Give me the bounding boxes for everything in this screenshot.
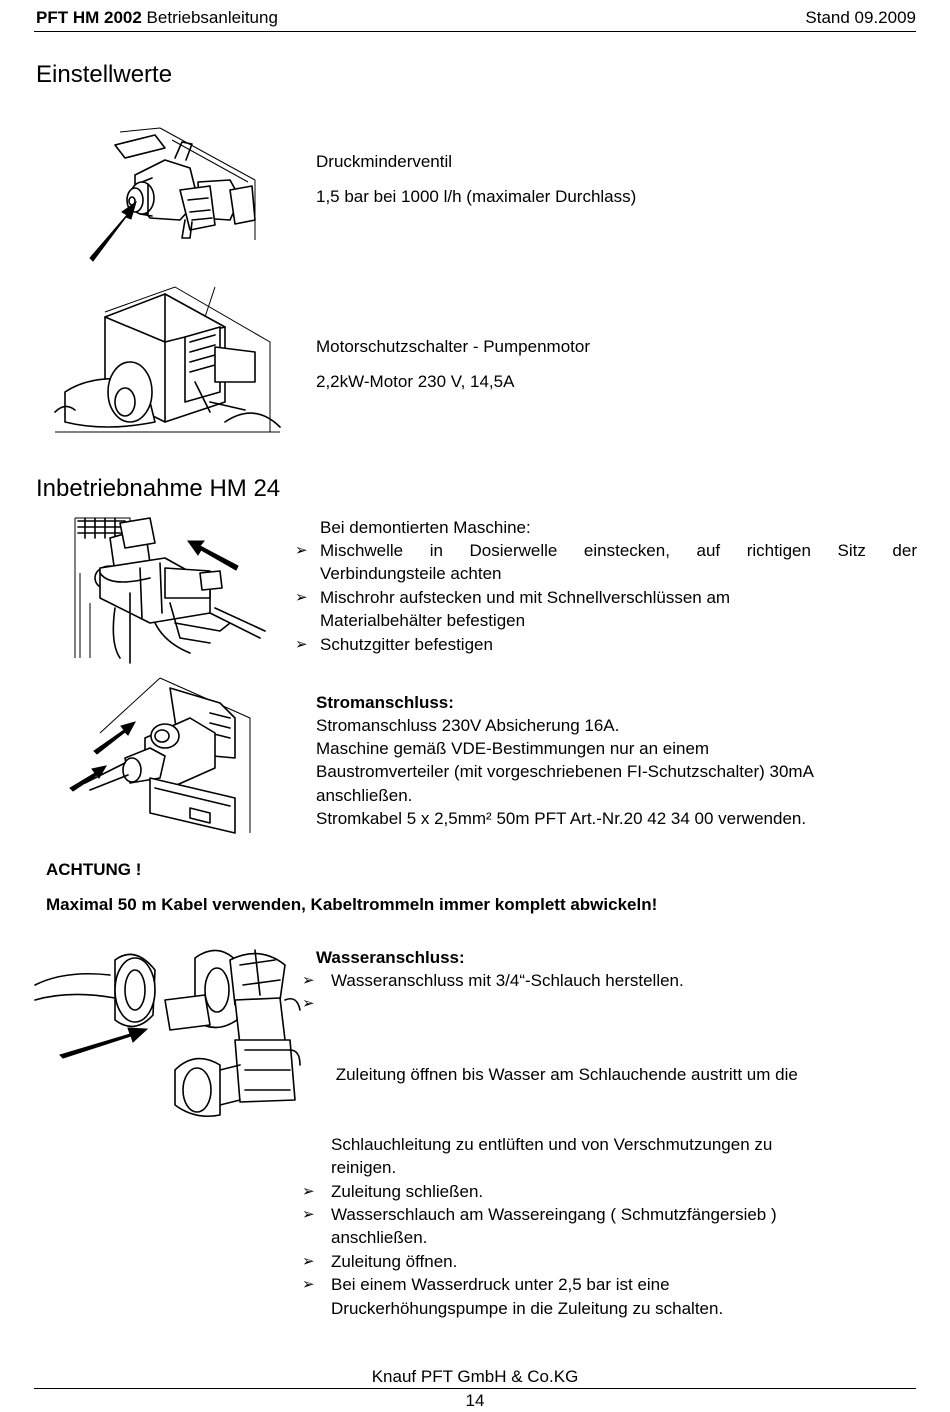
bullet-arrow-icon: ➢ xyxy=(302,1182,315,1200)
header-title xyxy=(36,8,278,28)
strom-title: Stromanschluss: xyxy=(316,693,454,712)
mixing-shaft-illustration xyxy=(70,513,280,663)
list-item xyxy=(302,992,917,1132)
bullet-arrow-icon: ➢ xyxy=(295,635,308,653)
list-item-continuation: Druckerhöhungspumpe in die Zuleitung zu schalten. xyxy=(331,1298,724,1318)
strom-line: anschließen. xyxy=(316,786,413,805)
motor-title: Motorschutzschalter - Pumpenmotor xyxy=(316,337,590,356)
bullet-arrow-icon: ➢ xyxy=(295,542,308,559)
list-item-text: Mischwelle in Dosierwelle einstecken, auf richtigen Sitz der xyxy=(320,541,917,560)
bullet-arrow-icon: ➢ xyxy=(295,588,308,606)
strom-line: Stromanschluss 230V Absicherung 16A. xyxy=(316,716,620,735)
list-item-continuation: reinigen. xyxy=(331,1158,397,1178)
list-item-text: Bei einem Wasserdruck unter 2,5 bar ist eine xyxy=(331,1275,670,1295)
warning-text: Maximal 50 m Kabel verwenden, Kabeltrommeln immer komplett abwickeln! xyxy=(46,895,658,914)
bullet-arrow-icon: ➢ xyxy=(302,995,315,1013)
strom-line: Stromkabel 5 x 2,5mm² 50m PFT Art.-Nr.20 42 34 00 verwenden. xyxy=(316,809,807,828)
list-item-continuation: Verbindungsteile achten xyxy=(320,564,502,584)
header-date: Stand 09.2009 xyxy=(805,8,916,27)
list-item-text: Wasseranschluss mit 3/4“-Schlauch herstellen. xyxy=(331,971,684,990)
section-heading-inbetriebnahme: Inbetriebnahme HM 24 xyxy=(36,475,281,502)
wasser-title: Wasseranschluss: xyxy=(316,948,465,967)
strom-line: Baustromverteiler (mit vorgeschriebenen FI-Schutzschalter) 30mA xyxy=(316,762,814,781)
wasser-list xyxy=(302,969,917,1320)
druck-title: Druckminderventil xyxy=(316,152,453,171)
list-item-text: Zuleitung öffnen. xyxy=(331,1251,458,1271)
inbetrieb-intro: Bei demontierten Maschine: xyxy=(320,518,531,537)
list-item xyxy=(295,633,917,656)
power-connection-illustration xyxy=(70,678,260,833)
list-item xyxy=(295,586,917,609)
list-item xyxy=(302,969,917,992)
list-item-text: Zuleitung schließen. xyxy=(331,1181,484,1201)
motor-value: 2,2kW-Motor 230 V, 14,5A xyxy=(316,372,515,391)
list-item xyxy=(302,1203,917,1226)
druck-value: 1,5 bar bei 1000 l/h (maximaler Durchlass) xyxy=(316,187,637,206)
list-item-text: Schutzgitter befestigen xyxy=(320,634,493,654)
list-item-continuation: Schlauchleitung zu entlüften und von Verschmutzungen zu xyxy=(331,1134,773,1154)
strom-line: Maschine gemäß VDE-Bestimmungen nur an einem xyxy=(316,739,710,758)
pressure-valve-illustration xyxy=(80,120,270,265)
bullet-arrow-icon: ➢ xyxy=(302,972,315,989)
list-item-text: Wasserschlauch am Wassereingang ( Schmutzfängersieb ) xyxy=(331,1205,777,1225)
inbetrieb-list xyxy=(295,539,917,656)
motor-switch-illustration xyxy=(55,282,280,437)
header-title-bold: PFT HM 2002 xyxy=(36,8,142,27)
section-heading-einstellwerte: Einstellwerte xyxy=(36,61,173,88)
header-divider xyxy=(34,31,916,32)
warning-title: ACHTUNG ! xyxy=(46,860,142,879)
list-item-continuation: Materialbehälter befestigen xyxy=(320,611,526,631)
bullet-arrow-icon: ➢ xyxy=(302,1276,315,1294)
bullet-arrow-icon: ➢ xyxy=(302,1252,315,1270)
list-item-continuation: anschließen. xyxy=(331,1228,428,1248)
header-title-rest: Betriebsanleitung xyxy=(146,8,278,27)
list-item-text: Zuleitung öffnen bis Wasser am Schlauchende austritt um die xyxy=(331,1064,798,1084)
bullet-arrow-icon: ➢ xyxy=(302,1206,315,1224)
list-item xyxy=(295,539,917,562)
page-number: 14 xyxy=(465,1391,485,1410)
list-item xyxy=(302,1250,917,1273)
water-connection-illustration xyxy=(35,940,300,1120)
list-item-text: Mischrohr aufstecken und mit Schnellverschlüssen am xyxy=(320,587,731,607)
list-item xyxy=(302,1180,917,1203)
footer-company: Knauf PFT GmbH & Co.KG xyxy=(371,1367,579,1386)
list-item xyxy=(302,1273,917,1296)
